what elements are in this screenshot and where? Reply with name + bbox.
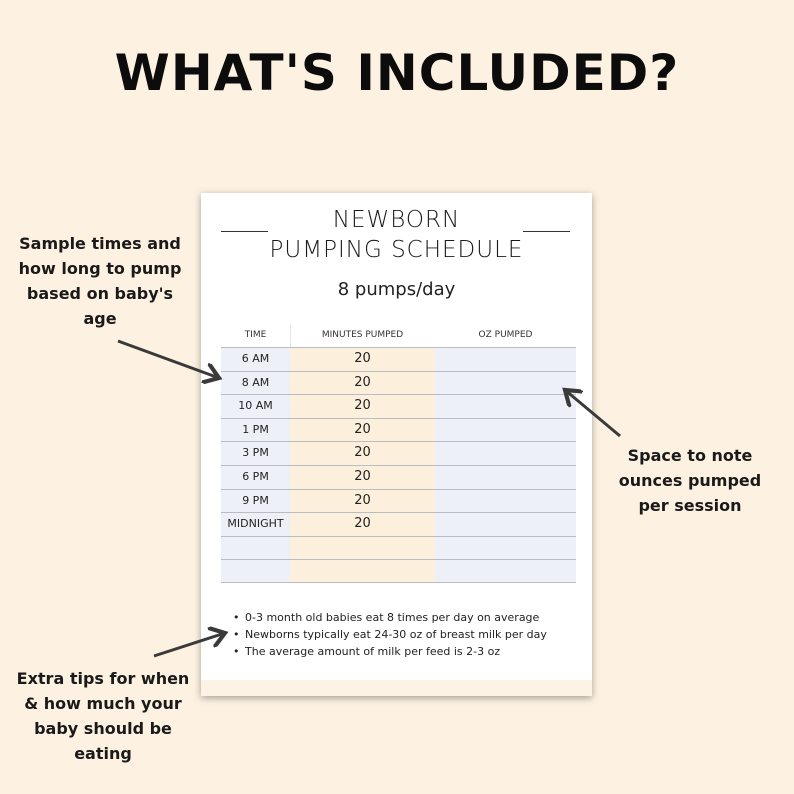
callout-line: how long to pump xyxy=(18,259,182,278)
callout-line: ounces pumped xyxy=(618,471,762,490)
callout-line: Space to note xyxy=(627,446,753,465)
time-cell xyxy=(221,560,290,582)
table-header xyxy=(221,325,576,347)
table-row xyxy=(221,512,576,536)
headline: WHAT'S INCLUDED? xyxy=(114,44,680,102)
callout-ounces-space xyxy=(604,443,776,518)
time-cell: 8 AM xyxy=(221,372,290,395)
tips-list xyxy=(231,609,581,660)
time-cell: 9 PM xyxy=(221,490,290,513)
oz-cell xyxy=(435,442,576,465)
sheet-footer-band xyxy=(201,680,592,696)
time-cell: 6 AM xyxy=(221,348,290,371)
tip-item: • Newborns typically eat 24-30 oz of breast milk per day xyxy=(231,626,581,643)
column-header-oz: OZ PUMPED xyxy=(478,330,533,340)
table-row xyxy=(221,394,576,418)
column-header-minutes: MINUTES PUMPED xyxy=(321,330,404,340)
callout-line: eating xyxy=(74,744,132,763)
oz-cell xyxy=(435,490,576,513)
callout-line: Sample times and xyxy=(19,234,181,253)
table-row xyxy=(221,559,576,583)
minutes-cell xyxy=(290,537,435,560)
callout-line: Extra tips for when xyxy=(16,669,190,688)
callout-sample-times xyxy=(12,231,188,331)
oz-cell xyxy=(435,348,576,371)
column-header-time: TIME xyxy=(244,330,267,340)
sheet-subtitle: 8 pumps/day xyxy=(337,279,456,300)
table-row xyxy=(221,465,576,489)
minutes-cell: 20 xyxy=(290,513,435,536)
table-row xyxy=(221,418,576,442)
tip-item: • 0-3 month old babies eat 8 times per day on average xyxy=(231,609,581,626)
table-row xyxy=(221,347,576,371)
time-cell: MIDNIGHT xyxy=(221,513,290,536)
table-row xyxy=(221,489,576,513)
table-row xyxy=(221,371,576,395)
callout-line: & how much your xyxy=(24,694,182,713)
minutes-cell: 20 xyxy=(290,490,435,513)
oz-cell xyxy=(435,537,576,560)
minutes-cell xyxy=(290,560,435,582)
oz-cell xyxy=(435,419,576,442)
schedule-sheet xyxy=(201,193,592,696)
callout-line: age xyxy=(83,309,117,328)
minutes-cell: 20 xyxy=(290,419,435,442)
time-cell xyxy=(221,537,290,560)
table-row xyxy=(221,441,576,465)
oz-cell xyxy=(435,372,576,395)
time-cell: 6 PM xyxy=(221,466,290,489)
callout-extra-tips xyxy=(8,666,198,766)
minutes-cell: 20 xyxy=(290,348,435,371)
tip-item: • The average amount of milk per feed is 2-3 oz xyxy=(231,643,581,660)
sheet-title-line1: NEWBORN xyxy=(332,207,461,233)
oz-cell xyxy=(435,513,576,536)
minutes-cell: 20 xyxy=(290,442,435,465)
minutes-cell: 20 xyxy=(290,372,435,395)
sheet-title-line2: PUMPING SCHEDULE xyxy=(269,237,524,263)
time-cell: 3 PM xyxy=(221,442,290,465)
minutes-cell: 20 xyxy=(290,395,435,418)
callout-line: baby should be xyxy=(34,719,172,738)
table-row xyxy=(221,536,576,560)
schedule-table xyxy=(221,325,576,583)
callout-line: based on baby's xyxy=(26,284,174,303)
time-cell: 10 AM xyxy=(221,395,290,418)
minutes-cell: 20 xyxy=(290,466,435,489)
callout-line: per session xyxy=(638,496,742,515)
oz-cell xyxy=(435,560,576,582)
oz-cell xyxy=(435,466,576,489)
time-cell: 1 PM xyxy=(221,419,290,442)
oz-cell xyxy=(435,395,576,418)
